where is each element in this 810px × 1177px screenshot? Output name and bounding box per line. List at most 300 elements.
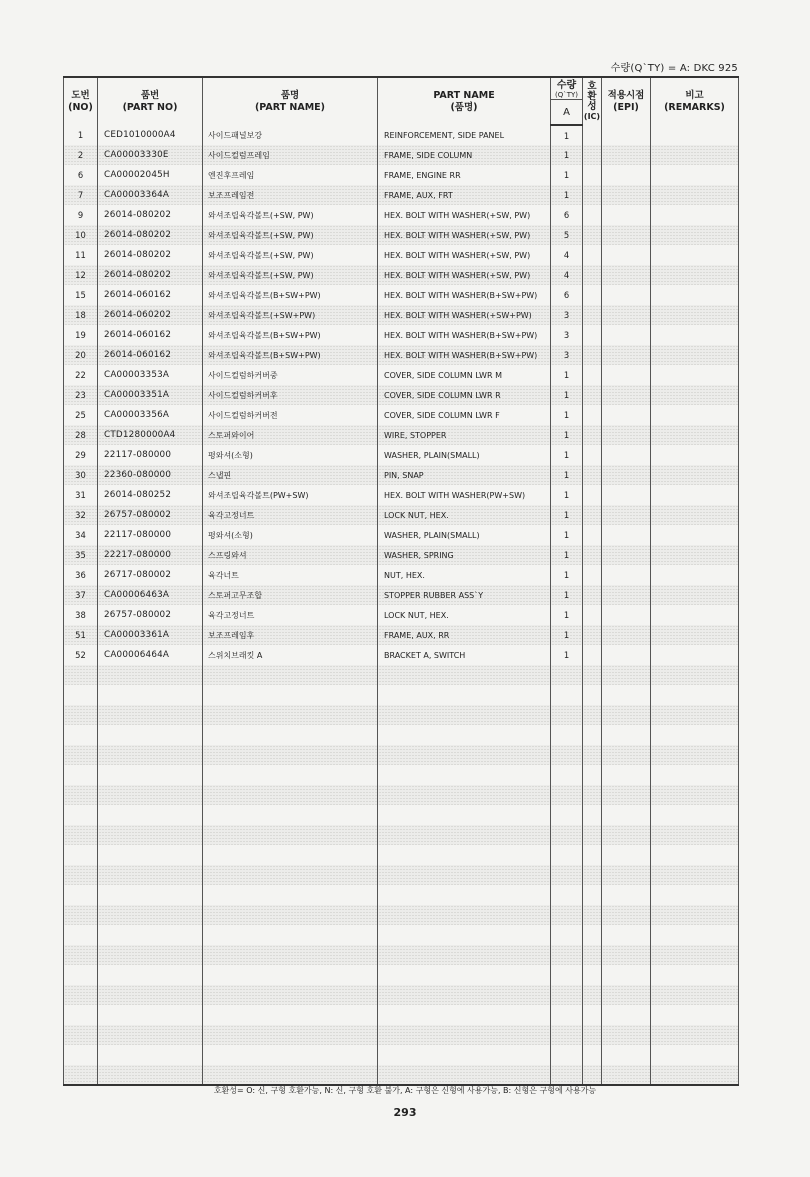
row-part-no: 22117-080000 [98, 525, 203, 545]
row-ic [583, 485, 602, 505]
row-part-no: CA00003351A [98, 385, 203, 405]
row-epi [602, 585, 651, 605]
row-remarks [651, 505, 739, 525]
row-ic [583, 585, 602, 605]
row-name-en: NUT, HEX. [378, 565, 551, 585]
row-part-no: 22117-080000 [98, 445, 203, 465]
row-remarks [651, 725, 739, 745]
row-remarks [651, 545, 739, 565]
row-ic [583, 845, 602, 865]
row-name-en: COVER, SIDE COLUMN LWR F [378, 405, 551, 425]
row-qty [551, 985, 583, 1005]
row-epi [602, 725, 651, 745]
row-name-kr: 엔진후프레임 [203, 165, 378, 185]
row-remarks [651, 425, 739, 445]
row-qty [551, 725, 583, 745]
row-epi [602, 145, 651, 165]
row-qty [551, 745, 583, 765]
table-row [64, 365, 739, 385]
row-name-kr: 사이드컬럼하커버전 [203, 405, 378, 425]
row-remarks [651, 925, 739, 945]
row-number [64, 885, 98, 905]
row-number: 22 [64, 365, 98, 385]
row-remarks [651, 525, 739, 545]
row-name-en [378, 905, 551, 925]
row-ic [583, 225, 602, 245]
row-qty [551, 685, 583, 705]
row-ic [583, 785, 602, 805]
row-part-no: 26014-080202 [98, 245, 203, 265]
col-header-ic: 호환성 (IC) [583, 77, 602, 125]
row-epi [602, 345, 651, 365]
row-epi [602, 325, 651, 345]
row-remarks [651, 245, 739, 265]
row-qty: 1 [551, 465, 583, 485]
row-number: 34 [64, 525, 98, 545]
row-name-kr: 보조프레임전 [203, 185, 378, 205]
row-number: 25 [64, 405, 98, 425]
row-epi [602, 125, 651, 145]
row-remarks [651, 845, 739, 865]
table-row [64, 625, 739, 645]
row-name-kr: 와셔조립육각볼트(+SW, PW) [203, 265, 378, 285]
row-number [64, 705, 98, 725]
row-name-kr: 와셔조립육각볼트(+SW, PW) [203, 205, 378, 225]
row-part-no [98, 985, 203, 1005]
row-part-no: 26757-080002 [98, 605, 203, 625]
row-epi [602, 405, 651, 425]
row-remarks [651, 145, 739, 165]
row-epi [602, 545, 651, 565]
row-name-en [378, 985, 551, 1005]
row-qty [551, 845, 583, 865]
row-name-kr: 사이드컬럼프레임 [203, 145, 378, 165]
row-name-kr [203, 925, 378, 945]
row-name-en: WASHER, SPRING [378, 545, 551, 565]
row-name-kr [203, 1065, 378, 1085]
row-number: 52 [64, 645, 98, 665]
row-number: 10 [64, 225, 98, 245]
row-name-kr: 스위치브래킷 A [203, 645, 378, 665]
row-number: 32 [64, 505, 98, 525]
row-epi [602, 385, 651, 405]
row-part-no [98, 1065, 203, 1085]
row-name-en: BRACKET A, SWITCH [378, 645, 551, 665]
row-qty: 1 [551, 145, 583, 165]
row-name-kr: 와셔조립육각볼트(B+SW+PW) [203, 345, 378, 365]
row-epi [602, 1045, 651, 1065]
row-name-kr: 스프링와셔 [203, 545, 378, 565]
table-row [64, 485, 739, 505]
row-name-en: HEX. BOLT WITH WASHER(+SW, PW) [378, 225, 551, 245]
row-qty [551, 765, 583, 785]
row-ic [583, 905, 602, 925]
row-name-en: STOPPER RUBBER ASS`Y [378, 585, 551, 605]
row-ic [583, 665, 602, 685]
row-remarks [651, 825, 739, 845]
row-epi [602, 825, 651, 845]
empty-table-row [64, 865, 739, 885]
quantity-model-note: 수량(Q`TY) = A: DKC 925 [610, 63, 738, 74]
row-name-kr [203, 845, 378, 865]
row-part-no [98, 865, 203, 885]
row-part-no [98, 1045, 203, 1065]
row-name-en [378, 805, 551, 825]
row-name-kr: 평와셔(소형) [203, 445, 378, 465]
row-remarks [651, 325, 739, 345]
row-name-en: HEX. BOLT WITH WASHER(+SW, PW) [378, 205, 551, 225]
row-number: 29 [64, 445, 98, 465]
row-part-no [98, 685, 203, 705]
row-remarks [651, 365, 739, 385]
row-name-kr [203, 805, 378, 825]
row-remarks [651, 445, 739, 465]
row-qty: 6 [551, 205, 583, 225]
row-name-en [378, 745, 551, 765]
row-qty [551, 925, 583, 945]
row-epi [602, 865, 651, 885]
row-epi [602, 745, 651, 765]
row-number: 38 [64, 605, 98, 625]
row-part-no: 26014-060162 [98, 345, 203, 365]
row-remarks [651, 705, 739, 725]
row-name-kr [203, 945, 378, 965]
row-epi [602, 425, 651, 445]
row-ic [583, 545, 602, 565]
row-name-en [378, 825, 551, 845]
row-ic [583, 205, 602, 225]
row-ic [583, 985, 602, 1005]
row-name-kr [203, 885, 378, 905]
row-part-no: CED1010000A4 [98, 125, 203, 145]
row-remarks [651, 805, 739, 825]
row-qty [551, 885, 583, 905]
row-name-kr: 사이드컬럼하커버중 [203, 365, 378, 385]
row-number [64, 725, 98, 745]
row-number: 7 [64, 185, 98, 205]
row-number: 31 [64, 485, 98, 505]
row-epi [602, 285, 651, 305]
row-name-en [378, 1025, 551, 1045]
empty-table-row [64, 725, 739, 745]
row-qty: 3 [551, 325, 583, 345]
row-qty: 4 [551, 245, 583, 265]
empty-table-row [64, 1065, 739, 1085]
row-qty: 1 [551, 385, 583, 405]
row-number [64, 945, 98, 965]
row-qty: 1 [551, 365, 583, 385]
row-name-en: HEX. BOLT WITH WASHER(B+SW+PW) [378, 345, 551, 365]
row-qty: 4 [551, 265, 583, 285]
col-header-part-name-kr: 품명 (PART NAME) [203, 77, 378, 125]
row-epi [602, 445, 651, 465]
table-row [64, 605, 739, 625]
empty-table-row [64, 705, 739, 725]
row-number [64, 1065, 98, 1085]
table-row [64, 205, 739, 225]
row-number [64, 765, 98, 785]
row-remarks [651, 385, 739, 405]
empty-table-row [64, 1045, 739, 1065]
row-ic [583, 1045, 602, 1065]
row-part-no: CTD1280000A4 [98, 425, 203, 445]
row-name-kr: 사이드컬럼하커버후 [203, 385, 378, 405]
row-name-en: LOCK NUT, HEX. [378, 605, 551, 625]
row-number [64, 965, 98, 985]
row-epi [602, 365, 651, 385]
row-epi [602, 1065, 651, 1085]
row-epi [602, 505, 651, 525]
row-part-no: 26014-080252 [98, 485, 203, 505]
row-qty: 6 [551, 285, 583, 305]
row-epi [602, 1005, 651, 1025]
row-qty: 1 [551, 485, 583, 505]
row-remarks [651, 665, 739, 685]
row-ic [583, 445, 602, 465]
compatibility-legend: 호환성= O: 신, 구형 호환가능, N: 신, 구형 호환 불가, A: 구형은 신형에 사용가능, B: 신형은 구형에 사용가능 [213, 1086, 597, 1095]
row-ic [583, 145, 602, 165]
row-part-no [98, 885, 203, 905]
row-remarks [651, 485, 739, 505]
row-epi [602, 985, 651, 1005]
empty-table-row [64, 1005, 739, 1025]
table-row [64, 125, 739, 145]
row-ic [583, 745, 602, 765]
table-row [64, 225, 739, 245]
row-epi [602, 885, 651, 905]
row-remarks [651, 645, 739, 665]
col-header-part-name-en: PART NAME (품명) [378, 77, 551, 125]
empty-table-row [64, 805, 739, 825]
row-remarks [651, 345, 739, 365]
row-number [64, 985, 98, 1005]
row-part-no: CA00003353A [98, 365, 203, 385]
table-row [64, 645, 739, 665]
row-name-en: FRAME, AUX, FRT [378, 185, 551, 205]
row-remarks [651, 185, 739, 205]
row-ic [583, 265, 602, 285]
row-remarks [651, 985, 739, 1005]
row-number: 23 [64, 385, 98, 405]
row-part-no [98, 665, 203, 685]
table-row [64, 325, 739, 345]
row-name-kr [203, 685, 378, 705]
row-qty [551, 1045, 583, 1065]
row-number: 36 [64, 565, 98, 585]
row-qty [551, 945, 583, 965]
row-part-no [98, 705, 203, 725]
empty-table-row [64, 785, 739, 805]
row-qty: 5 [551, 225, 583, 245]
row-number: 6 [64, 165, 98, 185]
table-row [64, 405, 739, 425]
row-number: 19 [64, 325, 98, 345]
table-row [64, 165, 739, 185]
table-row [64, 565, 739, 585]
row-remarks [651, 885, 739, 905]
row-qty [551, 665, 583, 685]
row-qty: 3 [551, 305, 583, 325]
row-number: 15 [64, 285, 98, 305]
row-epi [602, 165, 651, 185]
row-name-en [378, 845, 551, 865]
row-qty [551, 965, 583, 985]
row-name-kr [203, 1025, 378, 1045]
row-ic [583, 825, 602, 845]
row-epi [602, 185, 651, 205]
row-remarks [651, 125, 739, 145]
row-qty [551, 905, 583, 925]
row-name-kr [203, 825, 378, 845]
row-name-en: FRAME, AUX, RR [378, 625, 551, 645]
row-name-en: COVER, SIDE COLUMN LWR M [378, 365, 551, 385]
row-ic [583, 365, 602, 385]
row-ic [583, 885, 602, 905]
empty-table-row [64, 1025, 739, 1045]
row-name-kr: 스토퍼고무조합 [203, 585, 378, 605]
row-remarks [651, 1045, 739, 1065]
row-part-no: CA00003330E [98, 145, 203, 165]
row-name-en [378, 705, 551, 725]
row-number [64, 785, 98, 805]
row-epi [602, 1025, 651, 1045]
row-name-kr [203, 705, 378, 725]
row-ic [583, 1025, 602, 1045]
row-number: 18 [64, 305, 98, 325]
row-remarks [651, 605, 739, 625]
row-remarks [651, 765, 739, 785]
row-number [64, 825, 98, 845]
table-row [64, 345, 739, 365]
row-ic [583, 705, 602, 725]
empty-table-row [64, 885, 739, 905]
table-row [64, 185, 739, 205]
row-epi [602, 765, 651, 785]
table-row [64, 545, 739, 565]
row-part-no [98, 745, 203, 765]
row-part-no: 26014-060162 [98, 285, 203, 305]
row-name-kr: 육각고정너트 [203, 605, 378, 625]
row-part-no: 26014-080202 [98, 265, 203, 285]
row-qty: 1 [551, 165, 583, 185]
row-qty: 1 [551, 185, 583, 205]
row-epi [602, 605, 651, 625]
row-name-en: WASHER, PLAIN(SMALL) [378, 445, 551, 465]
row-epi [602, 905, 651, 925]
row-number [64, 925, 98, 945]
row-qty: 1 [551, 585, 583, 605]
row-name-kr: 보조프레임후 [203, 625, 378, 645]
row-name-en: WASHER, PLAIN(SMALL) [378, 525, 551, 545]
row-number [64, 865, 98, 885]
row-name-kr [203, 785, 378, 805]
row-part-no [98, 765, 203, 785]
row-name-en [378, 765, 551, 785]
row-remarks [651, 1065, 739, 1085]
row-part-no: 26757-080002 [98, 505, 203, 525]
row-ic [583, 125, 602, 145]
row-part-no: 26014-060202 [98, 305, 203, 325]
row-part-no: CA00006463A [98, 585, 203, 605]
row-part-no: CA00006464A [98, 645, 203, 665]
row-epi [602, 625, 651, 645]
row-name-kr: 와셔조립육각볼트(PW+SW) [203, 485, 378, 505]
row-ic [583, 525, 602, 545]
row-number: 2 [64, 145, 98, 165]
row-qty: 1 [551, 425, 583, 445]
row-part-no [98, 965, 203, 985]
row-name-kr: 스토퍼와이어 [203, 425, 378, 445]
row-name-en [378, 785, 551, 805]
row-ic [583, 625, 602, 645]
col-header-part-no: 품번 (PART NO) [98, 77, 203, 125]
parts-table [63, 76, 739, 1086]
row-part-no [98, 925, 203, 945]
row-name-en [378, 665, 551, 685]
row-epi [602, 525, 651, 545]
table-row [64, 465, 739, 485]
page-number: 293 [393, 1106, 417, 1119]
row-epi [602, 665, 651, 685]
row-qty: 1 [551, 645, 583, 665]
row-number: 11 [64, 245, 98, 265]
row-epi [602, 805, 651, 825]
row-part-no [98, 905, 203, 925]
row-ic [583, 165, 602, 185]
row-name-en: FRAME, SIDE COLUMN [378, 145, 551, 165]
row-number: 1 [64, 125, 98, 145]
row-qty: 1 [551, 565, 583, 585]
row-part-no [98, 725, 203, 745]
row-qty [551, 805, 583, 825]
row-name-en [378, 1045, 551, 1065]
row-qty [551, 1005, 583, 1025]
row-part-no [98, 1025, 203, 1045]
row-name-kr [203, 745, 378, 765]
row-name-kr [203, 865, 378, 885]
row-part-no: 26717-080002 [98, 565, 203, 585]
empty-table-row [64, 765, 739, 785]
row-qty: 1 [551, 625, 583, 645]
row-ic [583, 925, 602, 945]
col-header-qty: 수량 (Q`TY) [551, 77, 583, 102]
row-remarks [651, 945, 739, 965]
row-qty [551, 1065, 583, 1085]
row-name-en: HEX. BOLT WITH WASHER(B+SW+PW) [378, 325, 551, 345]
row-epi [602, 945, 651, 965]
row-name-kr [203, 985, 378, 1005]
row-epi [602, 925, 651, 945]
row-number: 51 [64, 625, 98, 645]
row-name-kr [203, 765, 378, 785]
row-remarks [651, 745, 739, 765]
col-header-qty-a: A [551, 102, 583, 125]
row-ic [583, 185, 602, 205]
row-ic [583, 645, 602, 665]
row-qty: 3 [551, 345, 583, 365]
row-name-en [378, 1065, 551, 1085]
row-qty [551, 705, 583, 725]
row-number [64, 1045, 98, 1065]
row-ic [583, 685, 602, 705]
table-row [64, 145, 739, 165]
row-ic [583, 465, 602, 485]
row-epi [602, 485, 651, 505]
row-name-kr: 사이드패널보강 [203, 125, 378, 145]
row-remarks [651, 465, 739, 485]
empty-table-row [64, 845, 739, 865]
row-ic [583, 565, 602, 585]
